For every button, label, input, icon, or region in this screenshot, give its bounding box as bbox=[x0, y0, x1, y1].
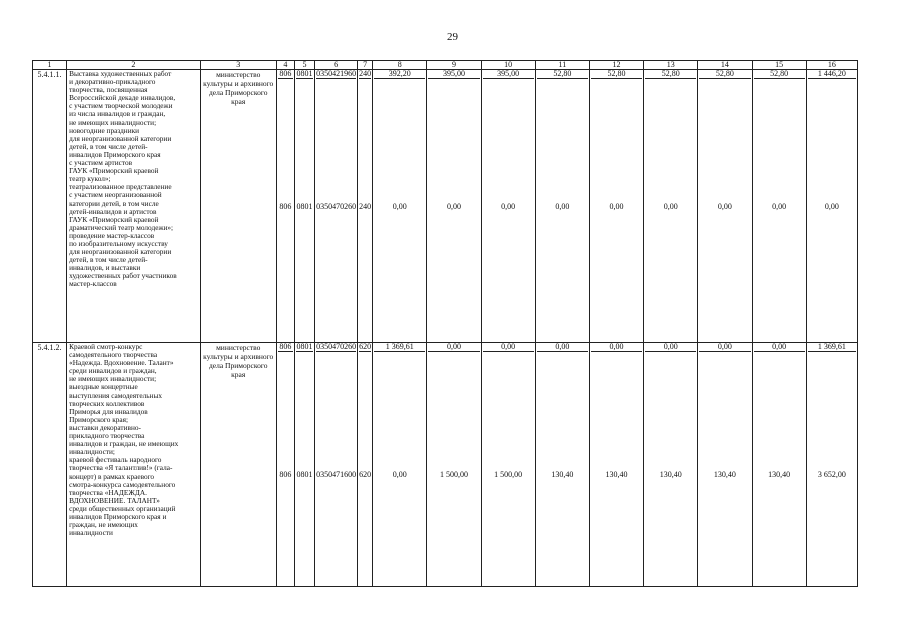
description-line: концерт) в рамках краевого bbox=[69, 471, 155, 481]
header-cell: 2 bbox=[67, 61, 200, 70]
description-line: выездные концертные bbox=[69, 382, 138, 392]
value-line-2: 0,00 bbox=[824, 202, 839, 211]
description-line: с участием артистов bbox=[69, 158, 133, 168]
description-line: детей, в том числе детей- bbox=[69, 255, 148, 265]
value-line-1: 52,80 bbox=[591, 70, 642, 79]
value-line-1: 0,00 bbox=[699, 343, 750, 352]
description-line: не имеющих инвалидности; bbox=[69, 117, 157, 127]
description-line: инвалидности; bbox=[69, 447, 115, 457]
description-line: среди инвалидов и граждан, bbox=[69, 366, 157, 376]
budget-table bbox=[32, 60, 858, 587]
value-cell bbox=[644, 70, 698, 343]
value-line-2: 0801 bbox=[296, 202, 313, 211]
value-line-1: 52,80 bbox=[537, 70, 588, 79]
value-line-1: 392,20 bbox=[374, 70, 425, 79]
header-cell: 16 bbox=[806, 61, 857, 70]
description-text bbox=[68, 70, 198, 289]
value-line-2: 620 bbox=[359, 470, 372, 479]
description-line: Приморья для инвалидов bbox=[69, 406, 148, 416]
value-cell bbox=[535, 343, 589, 587]
description-line: художественных работ участников bbox=[69, 271, 177, 281]
description-line: самодеятельного творчества bbox=[69, 350, 158, 360]
description-line: категории детей, в том числе bbox=[69, 198, 159, 208]
description-line: Приморского края; bbox=[69, 414, 129, 424]
description-line: проведение мастер-классов bbox=[69, 230, 155, 240]
value-line-1: 1 446,20 bbox=[808, 70, 856, 79]
description-line: выставки декоративно- bbox=[69, 422, 141, 432]
value-line-2: 0801 bbox=[296, 470, 313, 479]
table-row bbox=[33, 70, 858, 343]
description-line: инвалидов, и выставки bbox=[69, 263, 141, 273]
description-line: детей-инвалидов и артистов bbox=[69, 206, 157, 216]
value-line-2: 0350470260 bbox=[316, 202, 357, 211]
description-line: драматический театр молодежи»; bbox=[69, 222, 174, 232]
description-line: творчества «Я талантлив!» (гала- bbox=[69, 463, 173, 473]
description-line: граждан, не имеющих bbox=[69, 520, 138, 530]
value-line-2: 0,00 bbox=[501, 202, 516, 211]
description-line: ГАУК «Приморский краевой bbox=[69, 166, 159, 176]
value-line-2: 0350471600 bbox=[316, 470, 357, 479]
value-line-1: 0,00 bbox=[645, 343, 696, 352]
value-cell bbox=[752, 343, 806, 587]
value-line-2: 0,00 bbox=[772, 202, 787, 211]
value-cell bbox=[427, 70, 481, 343]
row-index: 5.4.1.2. bbox=[33, 343, 67, 587]
value-line-1: 0,00 bbox=[537, 343, 588, 352]
value-cell bbox=[314, 70, 357, 343]
value-line-2: 0,00 bbox=[717, 202, 732, 211]
description-line: для неорганизованной категории bbox=[69, 247, 172, 257]
header-cell: 8 bbox=[373, 61, 427, 70]
header-cell: 7 bbox=[358, 61, 373, 70]
value-cell bbox=[373, 343, 427, 587]
description-line: ГАУК «Приморский краевой bbox=[69, 214, 159, 224]
value-cell bbox=[806, 70, 857, 343]
value-line-2: 806 bbox=[279, 202, 292, 211]
header-cell: 15 bbox=[752, 61, 806, 70]
description-line: инвалидности bbox=[69, 528, 113, 538]
description-line: детей, в том числе детей- bbox=[69, 141, 148, 151]
description-line: из числа инвалидов и граждан, bbox=[69, 109, 166, 119]
description-line: по изобразительному искусству bbox=[69, 238, 168, 248]
value-line-1: 0350470260 bbox=[316, 342, 357, 351]
value-cell bbox=[535, 70, 589, 343]
value-line-2: 1 500,00 bbox=[494, 470, 523, 479]
value-cell bbox=[698, 343, 752, 587]
value-line-2: 1 500,00 bbox=[439, 470, 468, 479]
description-line: инвалидов Приморского края bbox=[69, 149, 161, 159]
value-cell bbox=[358, 70, 373, 343]
row-description bbox=[67, 343, 200, 587]
value-line-1: 620 bbox=[359, 342, 372, 351]
value-line-1: 395,00 bbox=[428, 70, 479, 79]
value-line-2: 0,00 bbox=[609, 202, 624, 211]
value-line-2: 130,40 bbox=[659, 470, 682, 479]
header-cell: 4 bbox=[276, 61, 294, 70]
value-line-1: 806 bbox=[279, 342, 292, 351]
value-cell bbox=[314, 343, 357, 587]
description-line: с участием неорганизованной bbox=[69, 190, 162, 200]
row-description bbox=[67, 70, 200, 343]
header-cell: 3 bbox=[200, 61, 276, 70]
description-line: не имеющих инвалидности; bbox=[69, 374, 157, 384]
header-cell: 10 bbox=[481, 61, 535, 70]
value-line-1: 0801 bbox=[296, 342, 313, 351]
value-line-2: 130,40 bbox=[605, 470, 628, 479]
value-cell bbox=[294, 70, 314, 343]
value-cell bbox=[589, 343, 643, 587]
value-line-1: 806 bbox=[279, 69, 292, 78]
value-cell bbox=[276, 343, 294, 587]
value-line-1: 0,00 bbox=[483, 343, 534, 352]
description-text bbox=[68, 343, 198, 537]
description-line: ВДОХНОВЕНИЕ. ТАЛАНТ» bbox=[69, 495, 160, 505]
value-cell bbox=[806, 343, 857, 587]
value-line-1: 0,00 bbox=[591, 343, 642, 352]
value-line-1: 52,80 bbox=[699, 70, 750, 79]
ministry-cell: министерство культуры и архивного дела Приморского края bbox=[200, 70, 276, 343]
header-cell: 9 bbox=[427, 61, 481, 70]
value-line-2: 0,00 bbox=[392, 470, 407, 479]
value-line-2: 240 bbox=[359, 202, 372, 211]
value-cell bbox=[294, 343, 314, 587]
header-cell: 1 bbox=[33, 61, 67, 70]
description-line: выступления самодеятельных bbox=[69, 390, 162, 400]
value-line-1: 52,80 bbox=[754, 70, 805, 79]
page-number: 29 bbox=[447, 31, 458, 43]
value-cell bbox=[589, 70, 643, 343]
value-cell bbox=[358, 343, 373, 587]
description-line: прикладного творчества bbox=[69, 431, 145, 441]
description-line: смотра-конкурса самодеятельного bbox=[69, 479, 176, 489]
description-line: инвалидов и граждан, не имеющих bbox=[69, 439, 179, 449]
description-line: для неорганизованной категории bbox=[69, 133, 172, 143]
header-cell: 5 bbox=[294, 61, 314, 70]
ministry-cell: министерство культуры и архивного дела Приморского края bbox=[200, 343, 276, 587]
header-cell: 6 bbox=[314, 61, 357, 70]
value-line-1: 240 bbox=[359, 69, 372, 78]
value-line-2: 130,40 bbox=[768, 470, 791, 479]
value-line-2: 0,00 bbox=[663, 202, 678, 211]
description-line: и декоративно-прикладного bbox=[69, 77, 156, 87]
value-line-1: 0,00 bbox=[428, 343, 479, 352]
value-line-2: 806 bbox=[279, 470, 292, 479]
value-cell bbox=[427, 343, 481, 587]
value-line-1: 52,80 bbox=[645, 70, 696, 79]
value-line-2: 0,00 bbox=[446, 202, 461, 211]
header-cell: 12 bbox=[589, 61, 643, 70]
value-cell bbox=[276, 70, 294, 343]
description-line: инвалидов Приморского края и bbox=[69, 511, 167, 521]
value-cell bbox=[644, 343, 698, 587]
description-line: театр кукол»; bbox=[69, 174, 111, 184]
header-row bbox=[33, 61, 858, 70]
header-cell: 13 bbox=[644, 61, 698, 70]
header-cell: 14 bbox=[698, 61, 752, 70]
description-line: «Надежда. Вдохновение. Талант» bbox=[69, 358, 174, 368]
value-cell bbox=[373, 70, 427, 343]
header-cell: 11 bbox=[535, 61, 589, 70]
description-line: театрализованное представление bbox=[69, 182, 172, 192]
value-line-2: 130,40 bbox=[713, 470, 736, 479]
value-line-1: 0350421960 bbox=[316, 69, 357, 78]
description-line: творческих коллективов bbox=[69, 398, 145, 408]
description-line: Выставка художественных работ bbox=[69, 69, 172, 78]
description-line: Краевой смотр-конкурс bbox=[69, 342, 143, 351]
value-line-2: 130,40 bbox=[551, 470, 574, 479]
description-line: с участием творческой молодежи bbox=[69, 101, 173, 111]
description-line: Всероссийской декаде инвалидов, bbox=[69, 93, 176, 103]
description-line: творчества «НАДЕЖДА. bbox=[69, 487, 147, 497]
value-cell bbox=[752, 70, 806, 343]
description-line: новогодние праздники bbox=[69, 125, 140, 135]
value-line-1: 0801 bbox=[296, 69, 313, 78]
value-cell bbox=[698, 70, 752, 343]
value-line-1: 1 369,61 bbox=[374, 343, 425, 352]
description-line: среди общественных организаций bbox=[69, 503, 176, 513]
value-cell bbox=[481, 343, 535, 587]
value-line-2: 0,00 bbox=[555, 202, 570, 211]
value-line-2: 3 652,00 bbox=[817, 470, 846, 479]
description-line: творчества, посвященная bbox=[69, 85, 148, 95]
table-row bbox=[33, 343, 858, 587]
value-line-1: 395,00 bbox=[483, 70, 534, 79]
row-index: 5.4.1.1. bbox=[33, 70, 67, 343]
value-line-1: 1 369,61 bbox=[808, 343, 856, 352]
description-line: краевой фестиваль народного bbox=[69, 455, 162, 465]
description-line: мастер-классов bbox=[69, 279, 117, 289]
value-line-1: 0,00 bbox=[754, 343, 805, 352]
value-line-2: 0,00 bbox=[392, 202, 407, 211]
value-cell bbox=[481, 70, 535, 343]
